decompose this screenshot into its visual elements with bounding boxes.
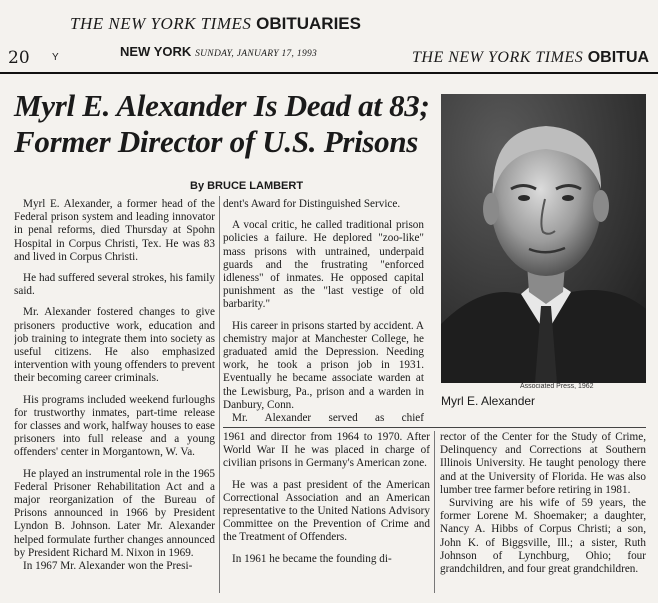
headline-line-2: Former Director of U.S. Prisons bbox=[14, 124, 419, 159]
right-banner-section: OBITUA bbox=[587, 49, 650, 66]
paragraph: Myrl E. Alexander, a former head of the Federal prison system and leading innovator in penal reforms, died Thursday at Spohn Hospital in Corpus Christi, Tex. He was 83 and lived in Corpus Christi. bbox=[14, 198, 215, 263]
paragraph: His programs included weekend furloughs for trustworthy inmates, part-time release for classes and work, halfway houses to ease prisoners into full release and a young offenders' center in Morgantown, W. Va. bbox=[14, 393, 215, 459]
paragraph: His career in prisons started by accident. A chemistry major at Manchester College, he graduated amid the Depression. Needing work, he took a prison job in 1931. Eventually he became associate warden at the Lewisburg, Pa., prison and a warden in Danbury, Conn. bbox=[223, 319, 424, 411]
paragraph: 1961 and director from 1964 to 1970. After World War II he was placed in charge of civilian prisons in Germany's American zone. bbox=[223, 431, 430, 470]
section-rule bbox=[223, 427, 646, 428]
right-banner bbox=[412, 49, 649, 67]
portrait-photo bbox=[441, 94, 646, 383]
article-column-2 bbox=[223, 198, 424, 426]
photo-caption: Myrl E. Alexander bbox=[441, 394, 536, 408]
page-number: 20 bbox=[8, 48, 30, 68]
column-rule bbox=[434, 431, 435, 593]
paragraph: He was a past president of the American Correctional Association and an American representative to the United Nations Advisory Committee on the Prevention of Crime and the Treatment of Offenders. bbox=[223, 478, 430, 544]
photo-credit: Associated Press, 1962 bbox=[520, 383, 594, 390]
article-column-3 bbox=[223, 431, 430, 593]
article-column-4 bbox=[440, 431, 646, 593]
banner-title: THE NEW YORK TIMES bbox=[70, 14, 252, 33]
banner-section: OBITUARIES bbox=[256, 14, 361, 33]
column-rule bbox=[219, 196, 220, 593]
top-banner bbox=[70, 14, 361, 34]
paragraph: rector of the Center for the Study of Crime, Delinquency and Corrections at Southern Illinois University. He taught penology there and at the University of Florida. He was also lumber tree farmer before retiring in 1981. bbox=[440, 431, 646, 496]
byline: By BRUCE LAMBERT bbox=[190, 180, 304, 192]
dateline-date: SUNDAY, JANUARY 17, 1993 bbox=[195, 49, 318, 59]
right-banner-title: THE NEW YORK TIMES bbox=[412, 49, 584, 66]
paragraph: dent's Award for Distinguished Service. bbox=[223, 198, 401, 210]
paragraph: He played an instrumental role in the 1965 Federal Prisoner Rehabilitation Act and a major reorganization of the Bureau of Prisons announced in 1966 by President Lyndon B. Johnson. Later Mr. Alexander helped formulate further changes announced by President Richard M. Nixon in 1969. bbox=[14, 467, 215, 559]
headline bbox=[14, 88, 434, 160]
section-letter: Y bbox=[52, 52, 59, 63]
paragraph: He had suffered several strokes, his family said. bbox=[14, 272, 215, 298]
headline-line-1: Myrl E. Alexander Is Dead at 83; bbox=[14, 88, 430, 123]
article-column-1 bbox=[14, 198, 215, 593]
masthead-rule bbox=[0, 72, 658, 74]
paragraph: Surviving are his wife of 59 years, the former Lorene M. Shoemaker; a daughter, Nancy A. Hibbs of Corpus Christi; a son, John K. of Biggsville, Ill.; a sister, Ruth Johnson of Lynchburg, Ohio; four grandchildren, and four great grandchildren. bbox=[440, 497, 646, 576]
dateline-city: NEW YORK bbox=[120, 44, 192, 59]
paragraph: A vocal critic, he called traditional prison policies a failure. He deplored "zoo-like" mass prisons with untrained, underpaid guards and the frustrating "enforced idleness" of inmates. He opposed capital punishment as the "last vestige of old barbarity." bbox=[223, 219, 424, 311]
dateline bbox=[120, 44, 317, 59]
paragraph: Mr. Alexander fostered changes to give prisoners productive work, education and job training to integrate them into society as useful citizens. He also emphasized intervention with young offenders to prevent their becoming career criminals. bbox=[14, 306, 215, 385]
paragraph: Mr. Alexander served as chief bbox=[232, 412, 424, 425]
paragraph: In 1961 he became the founding di- bbox=[232, 552, 392, 565]
paragraph: In 1967 Mr. Alexander won the Presi- bbox=[23, 560, 193, 573]
